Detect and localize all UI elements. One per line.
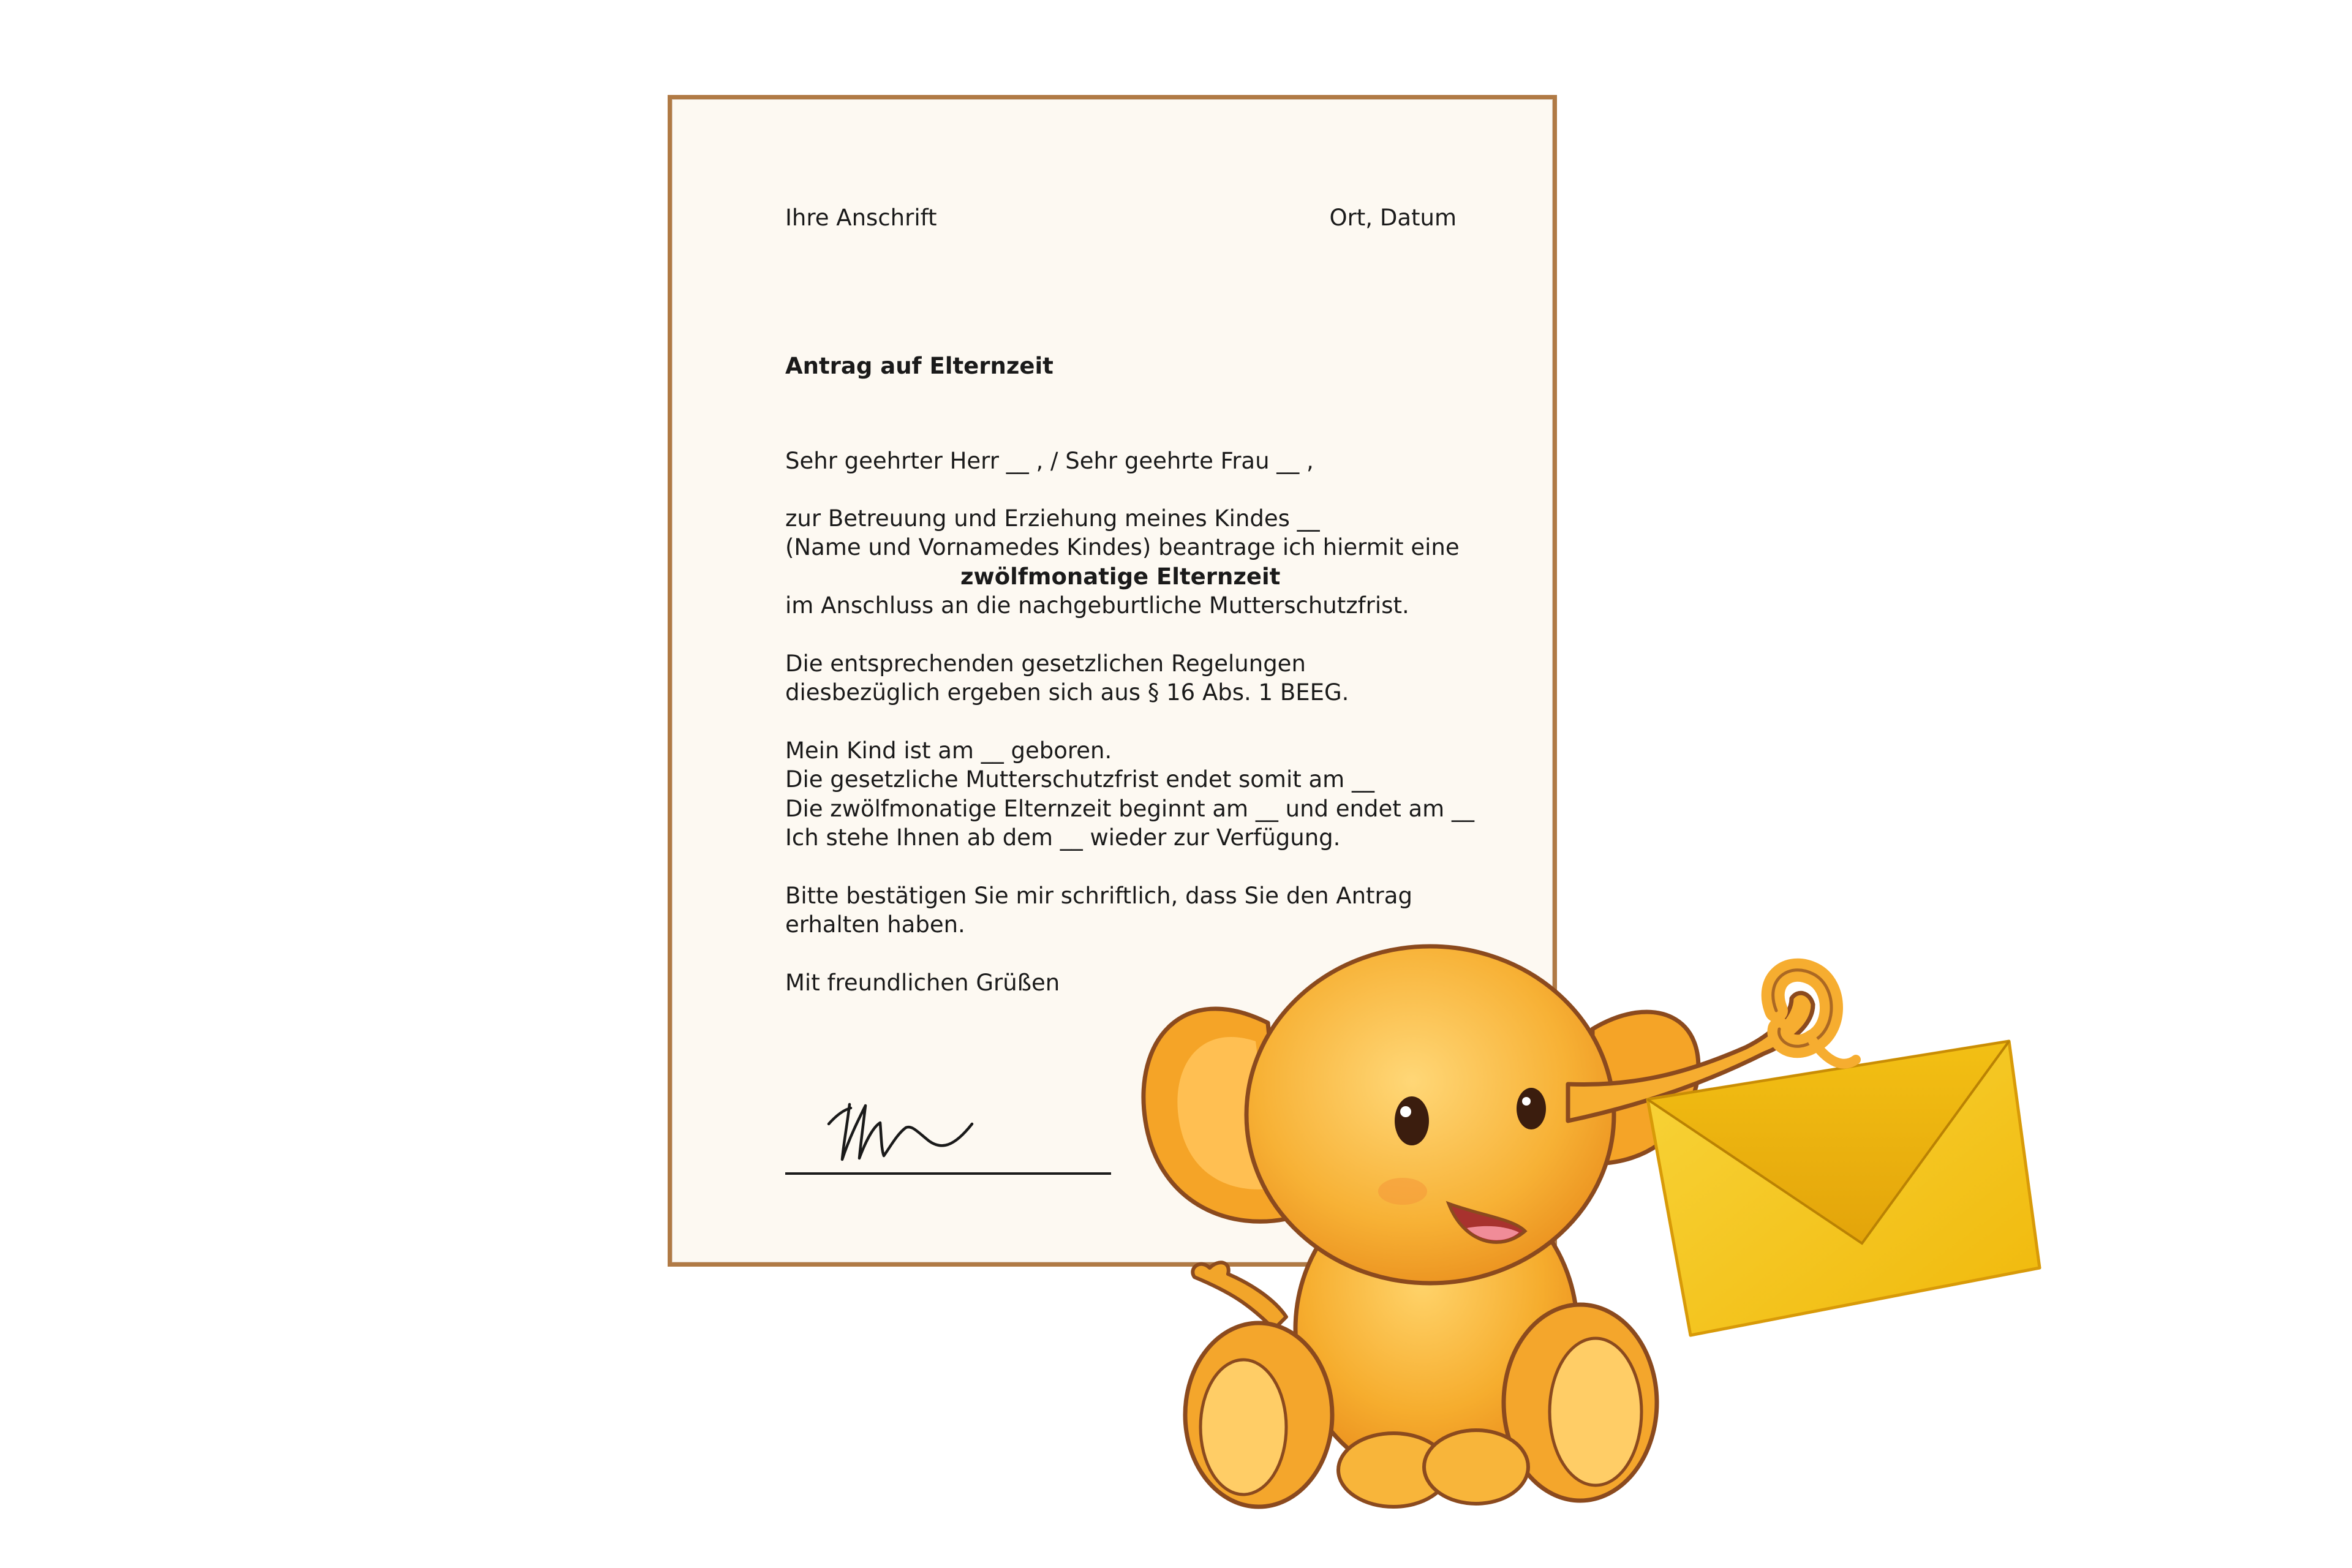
paragraph2-line1: Die entsprechenden gesetzlichen Regelungen (785, 650, 1306, 677)
paragraph4-line2: erhalten haben. (785, 911, 965, 938)
place-date: Ort, Datum (1329, 205, 1457, 231)
closing: Mit freundlichen Grüßen (785, 970, 1060, 996)
salutation: Sehr geehrter Herr __ , / Sehr geehrte Frau __ , (785, 448, 1314, 474)
paragraph3-line3: Die zwölfmonatige Elternzeit beginnt am __ und endet am __ (785, 796, 1474, 822)
sender-address: Ihre Anschrift (785, 205, 937, 231)
paragraph1-line4: im Anschluss an die nachgeburtliche Mutterschutzfrist. (785, 592, 1409, 619)
paragraph4-line1: Bitte bestätigen Sie mir schriftlich, dass Sie den Antrag (785, 883, 1412, 909)
paragraph3-line2: Die gesetzliche Mutterschutzfrist endet somit am __ (785, 766, 1374, 793)
paragraph1-line2: (Name und Vornamedes Kindes) beantrage ich hiermit eine (785, 534, 1460, 560)
paragraph1-emphasis: zwölfmonatige Elternzeit (960, 564, 1281, 590)
paragraph2-line2: diesbezüglich ergeben sich aus § 16 Abs. 1 BEEG. (785, 679, 1349, 706)
paragraph1-line1: zur Betreuung und Erziehung meines Kindes __ (785, 505, 1320, 532)
paragraph3-line1: Mein Kind ist am __ geboren. (785, 737, 1112, 764)
paragraph3-line4: Ich stehe Ihnen ab dem __ wieder zur Verfügung. (785, 824, 1341, 851)
letter-subject: Antrag auf Elternzeit (785, 353, 1054, 379)
envelope-icon (1648, 1041, 2040, 1335)
